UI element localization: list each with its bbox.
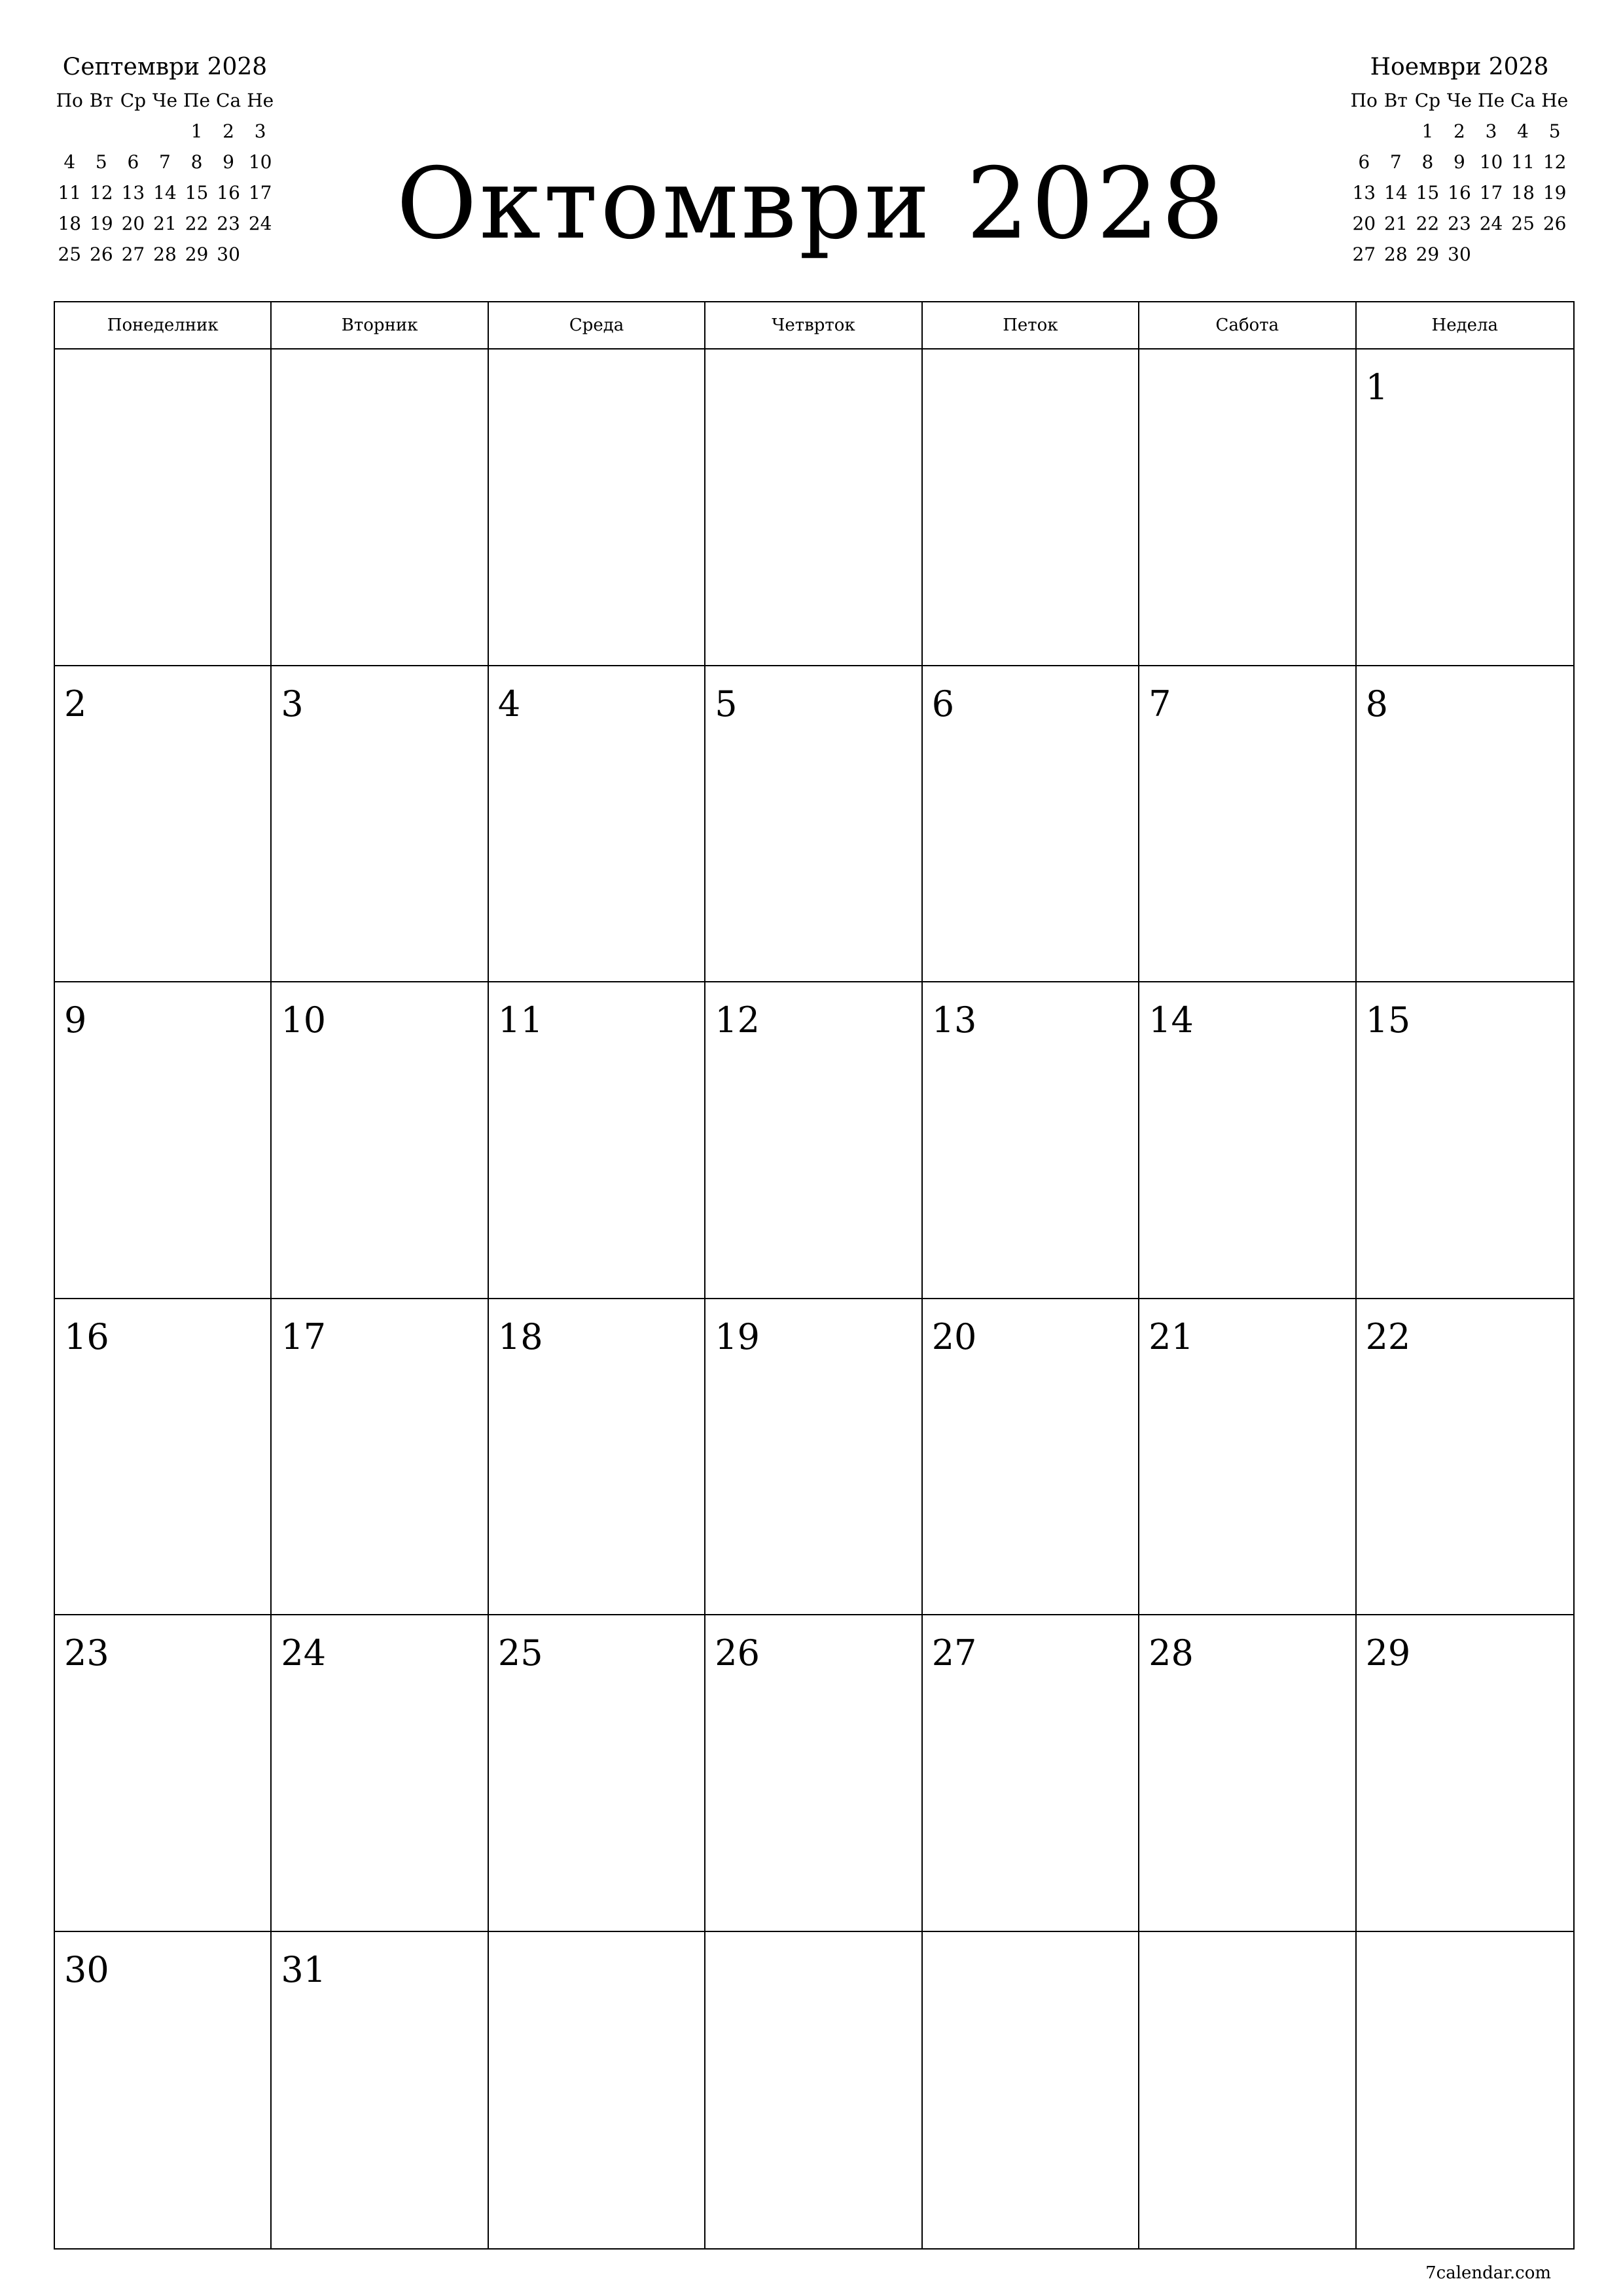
mini-day: 3 [254,120,266,142]
day-cell [923,1615,1139,1932]
mini-day: 4 [63,151,76,173]
mini-day: 7 [159,151,171,173]
mini-day: 5 [1548,120,1561,142]
mini-day: 29 [1416,243,1440,265]
mini-day: 20 [1352,213,1376,234]
mini-day [1380,116,1412,147]
mini-day: 2 [223,120,234,142]
day-number: 19 [715,1316,760,1357]
mini-day: 6 [1358,151,1370,173]
day-number: 23 [64,1632,109,1674]
day-number: 26 [715,1632,760,1674]
mini-day: 24 [1479,213,1503,234]
footer-site-credit: 7calendar.com [1425,2263,1551,2283]
mini-day: 13 [1352,182,1376,204]
mini-day: 2 [1454,120,1465,142]
mini-day [149,116,181,147]
mini-day: 8 [190,151,203,173]
day-number: 28 [1149,1632,1194,1674]
mini-day: 21 [1384,213,1408,234]
day-number: 22 [1365,1316,1411,1357]
mini-day: 14 [153,182,177,204]
mini-day [1475,239,1507,270]
mini-weekday-label: По [1350,90,1378,111]
day-number: 30 [64,1948,109,1990]
mini-day: 20 [121,213,145,234]
day-number: 20 [931,1316,977,1357]
day-cell [705,982,922,1299]
mini-day: 29 [185,243,209,265]
day-number: 29 [1365,1632,1411,1674]
day-cell [923,1299,1139,1616]
mini-day [1507,239,1539,270]
mini-week-row [1348,116,1571,147]
mini-day: 30 [217,243,240,265]
day-cell [55,666,272,983]
day-number: 4 [497,683,521,725]
day-cell [489,1299,705,1616]
mini-day: 25 [58,243,82,265]
mini-weekday-label: Вт [89,90,113,111]
day-cell [1139,982,1356,1299]
mini-weekday-label: Че [1446,90,1472,111]
day-cell [55,350,272,666]
day-cell [923,982,1139,1299]
day-number: 1 [1365,367,1388,408]
mini-day: 28 [1384,243,1408,265]
mini-day: 10 [248,151,272,173]
mini-day: 17 [248,182,272,204]
day-cell [1139,1615,1356,1932]
mini-day: 3 [1485,120,1497,142]
mini-day: 9 [1454,151,1465,173]
weekday-header: Недела [1357,302,1573,350]
day-cell [1357,1932,1573,2249]
mini-day: 12 [90,182,113,204]
mini-day: 23 [1448,213,1471,234]
day-cell [272,1932,488,2249]
mini-day: 8 [1421,151,1434,173]
mini-day: 25 [1511,213,1535,234]
day-cell [1357,350,1573,666]
day-cell [1357,982,1573,1299]
day-cell [1139,1932,1356,2249]
mini-day: 1 [190,120,203,142]
day-number: 18 [497,1316,543,1357]
mini-weekday-label: Вт [1383,90,1408,111]
mini-calendar-table [1348,85,1571,270]
day-cell [705,350,922,666]
day-cell [272,1299,488,1616]
mini-weekday-header-row [54,85,276,116]
mini-day: 27 [121,243,145,265]
day-number: 27 [931,1632,977,1674]
day-cell [705,1615,922,1932]
mini-day: 24 [248,213,272,234]
day-number: 15 [1365,999,1411,1041]
mini-day: 11 [58,182,82,204]
mini-day: 10 [1479,151,1503,173]
day-number: 12 [715,999,760,1041]
weekday-header: Сабота [1139,302,1356,350]
mini-calendar-days [1348,116,1571,270]
mini-weekday-label: Са [1510,90,1536,111]
day-number: 5 [715,683,738,725]
weekday-header: Вторник [272,302,488,350]
mini-day: 6 [127,151,139,173]
mini-day: 22 [1416,213,1440,234]
day-cell [55,1932,272,2249]
mini-calendar-next-month [1348,50,1571,270]
mini-week-row [1348,208,1571,239]
day-number: 24 [281,1632,327,1674]
mini-day: 19 [1543,182,1567,204]
month-grid [54,301,1575,2250]
mini-day: 4 [1517,120,1529,142]
mini-weekday-label: Не [247,90,274,111]
mini-day: 26 [1543,213,1567,234]
day-cell [55,1299,272,1616]
day-number: 14 [1149,999,1194,1041]
weekday-header: Петок [923,302,1139,350]
day-number: 25 [497,1632,543,1674]
mini-day: 28 [153,243,177,265]
mini-weekday-label: Не [1541,90,1569,111]
mini-week-row [1348,147,1571,177]
day-cell [1139,350,1356,666]
mini-day: 9 [223,151,234,173]
day-cell [923,666,1139,983]
day-number: 3 [281,683,304,725]
mini-day: 5 [95,151,107,173]
day-cell [1139,1299,1356,1616]
mini-day: 7 [1389,151,1402,173]
day-number: 17 [281,1316,327,1357]
day-cell [1357,1615,1573,1932]
mini-day [1539,239,1571,270]
day-cell [705,1299,922,1616]
mini-weekday-header-row [1348,85,1571,116]
mini-day: 15 [185,182,209,204]
day-cell [489,350,705,666]
weekday-header: Среда [489,302,705,350]
mini-weekday-label: Ср [1414,90,1441,111]
day-cell [272,350,488,666]
day-number: 7 [1149,683,1171,725]
weekday-header: Четврток [705,302,922,350]
mini-week-row [1348,239,1571,270]
day-number: 2 [64,683,87,725]
mini-day: 12 [1543,151,1567,173]
day-cell [489,1615,705,1932]
mini-week-row [54,116,276,147]
day-cell [272,1615,488,1932]
day-cell [1139,666,1356,983]
mini-calendar-title: Септември 2028 [62,54,268,81]
mini-day: 1 [1421,120,1434,142]
mini-day: 16 [217,182,240,204]
day-cell [489,1932,705,2249]
mini-day: 30 [1448,243,1471,265]
day-cell [272,982,488,1299]
mini-day: 18 [1511,182,1535,204]
day-cell [923,1932,1139,2249]
page-title: Октомври 2028 [396,147,1227,261]
day-cell [489,666,705,983]
mini-day [54,116,86,147]
day-number: 9 [64,999,87,1041]
mini-week-row [1348,177,1571,208]
mini-weekday-label: Че [152,90,178,111]
mini-day: 16 [1448,182,1471,204]
day-cell [272,666,488,983]
mini-day: 18 [58,213,82,234]
day-number: 10 [281,999,327,1041]
mini-calendar-title: Ноември 2028 [1370,54,1549,81]
mini-weekday-label: Ср [120,90,147,111]
mini-day: 23 [217,213,240,234]
day-number: 11 [497,999,543,1041]
mini-day: 17 [1479,182,1503,204]
mini-day: 22 [185,213,209,234]
day-number: 8 [1365,683,1388,725]
day-number: 16 [64,1316,109,1357]
mini-day [1348,116,1380,147]
mini-day: 13 [121,182,145,204]
mini-weekday-label: Пе [1478,90,1505,111]
mini-day: 11 [1511,151,1535,173]
day-cell [1357,1299,1573,1616]
day-number: 21 [1149,1316,1194,1357]
day-cell [55,982,272,1299]
mini-day: 27 [1352,243,1376,265]
day-cell [923,350,1139,666]
day-number: 6 [931,683,955,725]
mini-day: 26 [90,243,113,265]
day-cell [705,666,922,983]
mini-weekday-label: Са [216,90,241,111]
mini-day: 19 [90,213,113,234]
day-number: 31 [281,1948,327,1990]
day-cell [489,982,705,1299]
day-cell [55,1615,272,1932]
day-number: 13 [931,999,977,1041]
day-cell [1357,666,1573,983]
mini-day: 15 [1416,182,1440,204]
weekday-header: Понеделник [55,302,272,350]
mini-weekday-label: Пе [183,90,211,111]
day-cell [705,1932,922,2249]
mini-weekday-label: По [56,90,83,111]
mini-day [117,116,149,147]
mini-day: 14 [1384,182,1408,204]
mini-day [86,116,118,147]
mini-day: 21 [153,213,177,234]
